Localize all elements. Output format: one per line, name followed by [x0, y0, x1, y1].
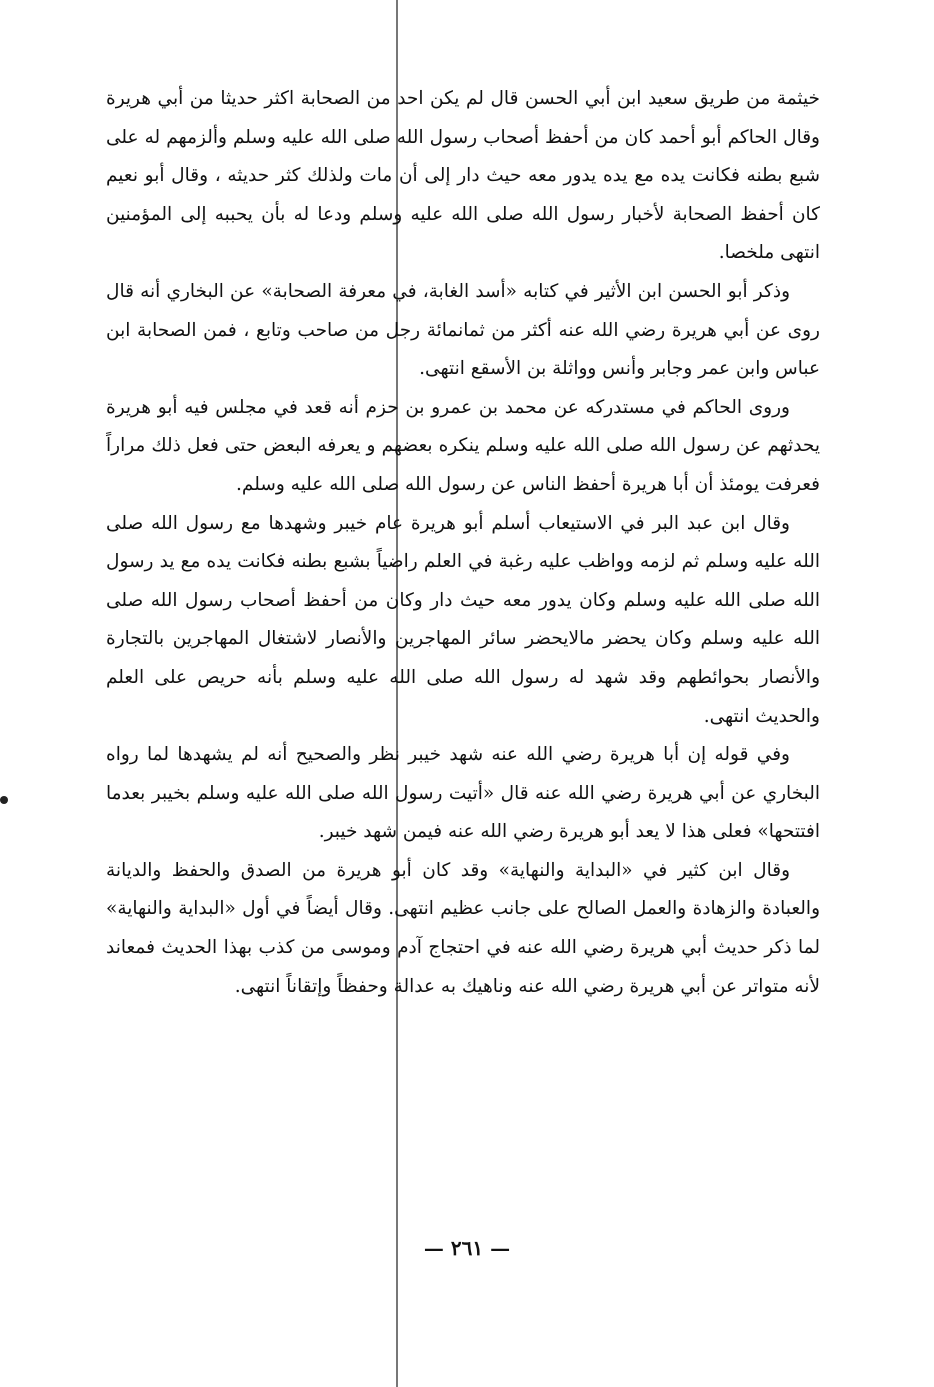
body-text	[106, 80, 820, 1006]
paragraph-3: وروى الحاكم في مستدركه عن محمد بن عمرو بن حزم أنه قعد في مجلس فيه أبو هريرة يحدثهم عن رسول الله صلى الله عليه وسلم ينكره بعضهم و يعرفه البعض حتى فعل ذلك مراراً فعرفت يومئذ أن أبا هريرة أحفظ الناس عن رسول الله صلى الله عليه وسلم.	[106, 396, 820, 495]
paragraph-5: وفي قوله إن أبا هريرة رضي الله عنه شهد خيبر نظر والصحيح أنه لم يشهدها لما رواه البخاري عن أبي هريرة رضي الله عنه قال «أتيت رسول الله صلى الله عليه وسلم بخيبر بعدما افتتحها» فعلى هذا لا يعد أبو هريرة رضي الله عنه فيمن شهد خيبر.	[106, 744, 820, 843]
paragraph-4: وقال ابن عبد البر في الاستيعاب أسلم أبو هريرة عام خيبر وشهدها مع رسول الله صلى الله عليه وسلم ثم لزمه وواظب عليه رغبة في العلم راضياً بشبع بطنه فكانت يده مع يد رسول الله صلى الله عليه وسلم وكان يدور معه حيث دار وكان من أحفظ أصحاب رسول الله صلى الله عليه وسلم وكان يحضر مالايحضر سائر المهاجرين والأنصار لاشتغال المهاجرين بالتجارة والأنصار بحوائطهم وقد شهد له رسول الله صلى الله عليه وسلم بأنه حريص على العلم والحديث انتهى.	[106, 512, 820, 727]
paragraph-2: وذكر أبو الحسن ابن الأثير في كتابه «أسد الغابة، في معرفة الصحابة» عن البخاري أنه قال روى عن أبي هريرة رضي الله عنه أكثر من ثمانمائة رجل من صاحب وتابع ، فمن الصحابة ابن عباس وابن عمر وجابر وأنس وواثلة بن الأسقع انتهى.	[106, 280, 820, 380]
paragraph-6: وقال ابن كثير في «البداية والنهاية» وقد كان أبو هريرة من الصدق والحفظ والديانة والعبادة والزهادة والعمل الصالح على جانب عظيم انتهى. وقال أيضاً في أول «البداية والنهاية» لما ذكر حديث أبي هريرة رضي الله عنه في احتجاج آدم وموسى من كذب بهذا الحديث فمعاند لأنه متواتر عن أبي هريرة رضي الله عنه وناهيك به عدالة وحفظاً وإتقاناً انتهى.	[106, 859, 820, 997]
paragraph-1: خيثمة من طريق سعيد ابن أبي الحسن قال لم يكن احد من الصحابة اكثر حديثا من أبي هريرة وقال الحاكم أبو أحمد كان من أحفظ أصحاب رسول الله صلى الله عليه وسلم وألزمهم له على شبع بطنه فكانت يده مع يده يدور معه حيث دار إلى أن مات ولذلك كثر حديثه ، وقال أبو نعيم كان أحفظ الصحابة لأخبار رسول الله صلى الله عليه وسلم ودعا له بأن يحببه إلى المؤمنين انتهى ملخصا.	[106, 88, 820, 264]
page-number: — ٢٦١ —	[423, 1236, 511, 1260]
scan-edge-mark	[0, 796, 8, 804]
